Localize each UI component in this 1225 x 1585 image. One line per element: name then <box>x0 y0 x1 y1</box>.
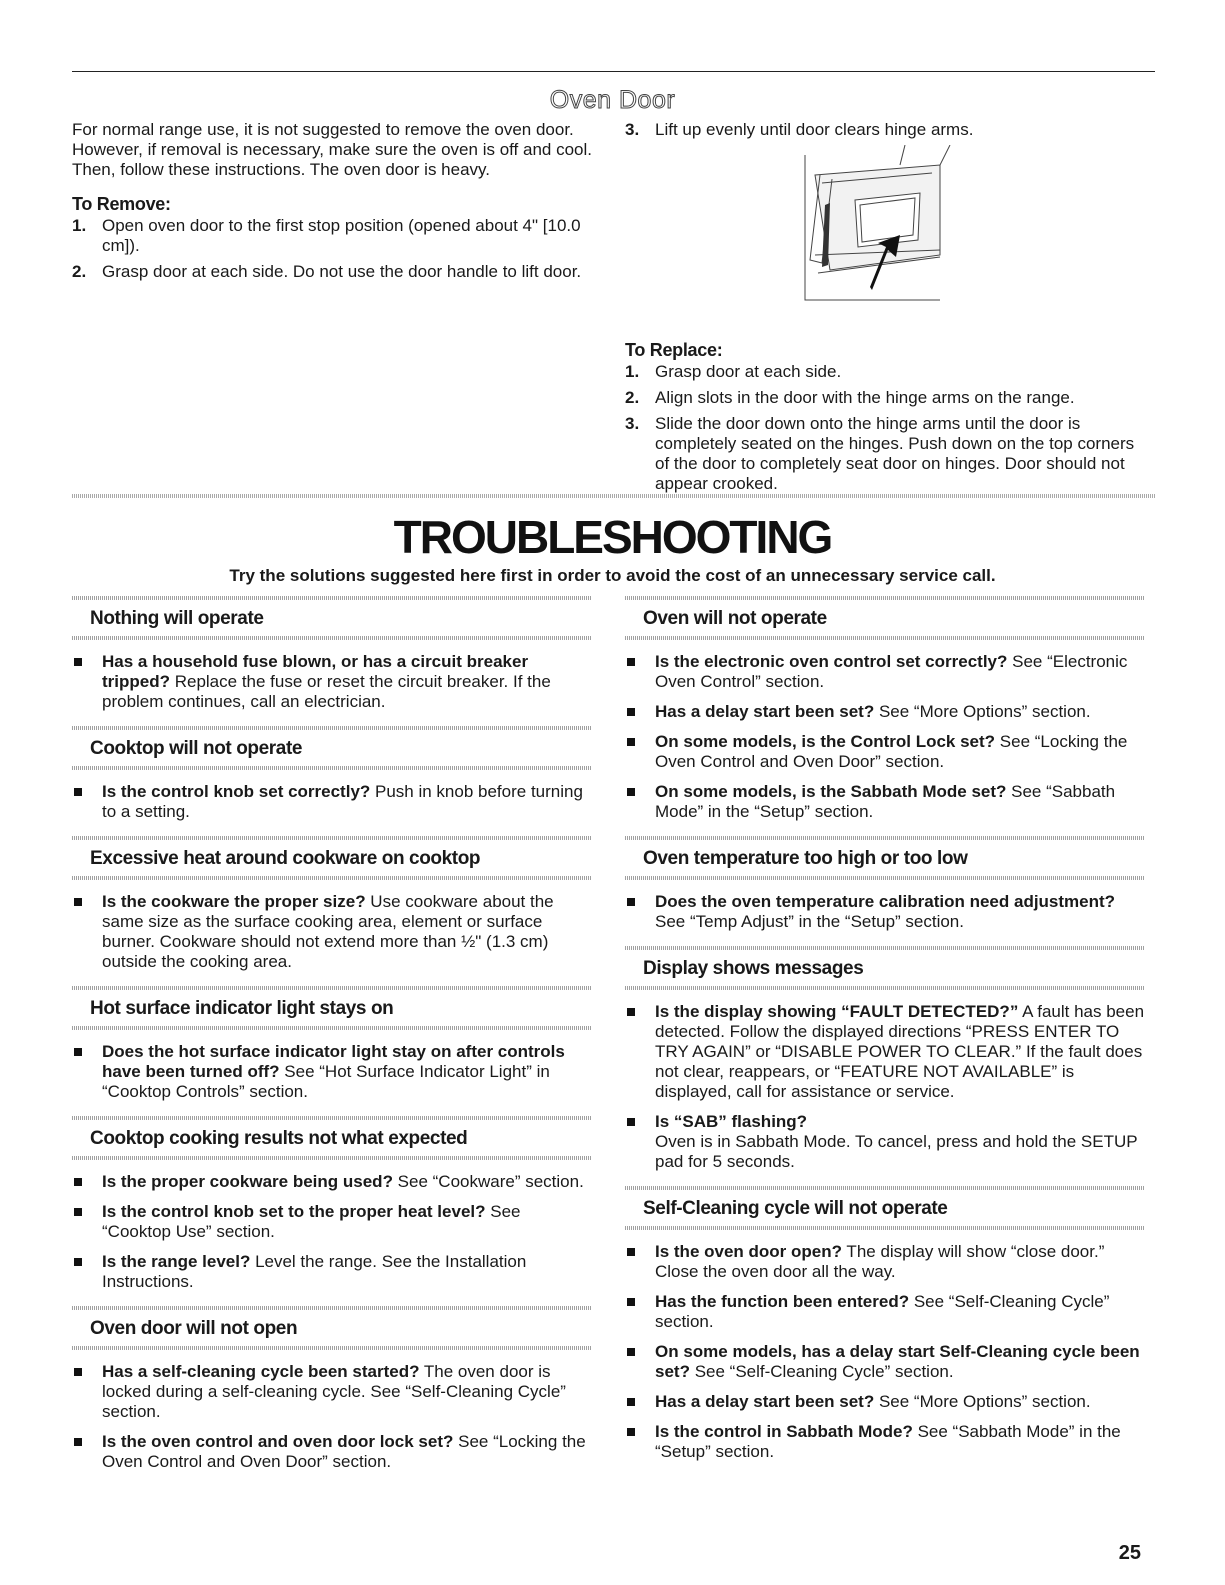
solution-question: Is the control knob set correctly? <box>102 782 371 801</box>
solution-question: Is the cookware the proper size? <box>102 892 366 911</box>
problem-heading: Oven door will not open <box>90 1318 298 1339</box>
problem-section <box>72 1116 592 1292</box>
problem-heading-bar <box>72 1306 592 1350</box>
solution-answer: See “Self-Cleaning Cycle” section. <box>689 1362 954 1381</box>
solution-answer: See “Locking the Oven Control and Oven Door” section. <box>655 732 1128 771</box>
solution-item <box>72 652 592 712</box>
solution-question: Is “SAB” flashing? <box>655 1112 808 1131</box>
dotted-rule <box>625 946 1145 950</box>
step-text: Grasp door at each side. Do not use the door handle to lift door. <box>102 262 582 281</box>
solution-answer: See “Self-Cleaning Cycle” section. <box>655 1292 1110 1331</box>
dotted-rule <box>72 636 592 640</box>
step-number: 3. <box>625 120 640 139</box>
step-item <box>625 388 1150 408</box>
solution-item <box>625 782 1145 822</box>
solution-question: Is the oven door open? <box>655 1242 843 1261</box>
solution-question: On some models, has a delay start Self-Cleaning cycle been set? <box>655 1342 1140 1381</box>
problem-heading-bar <box>72 986 592 1030</box>
problem-heading: Oven temperature too high or too low <box>643 848 968 869</box>
solution-question: Is the range level? <box>102 1252 251 1271</box>
problem-heading-bar <box>72 1116 592 1160</box>
step-number: 3. <box>625 414 640 433</box>
solution-item <box>625 892 1145 932</box>
dotted-rule <box>72 836 592 840</box>
problem-heading: Cooktop cooking results not what expected <box>90 1128 468 1149</box>
solution-item <box>625 1242 1145 1282</box>
solution-item <box>625 732 1145 772</box>
solution-question: Has the function been entered? <box>655 1292 910 1311</box>
solution-item <box>72 1432 592 1472</box>
solution-list <box>72 782 592 822</box>
page-number: 25 <box>1118 1542 1141 1564</box>
solution-question: Has a self-cleaning cycle been started? <box>102 1362 420 1381</box>
solution-answer: Push in knob before turning to a setting. <box>102 782 583 821</box>
lift-step <box>625 120 1150 140</box>
solution-question: On some models, is the Control Lock set? <box>655 732 996 751</box>
solution-answer: See “More Options” section. <box>874 1392 1091 1411</box>
to-replace-section <box>625 340 1150 500</box>
step-number: 1. <box>72 216 87 235</box>
solution-answer: Replace the fuse or reset the circuit breaker. If the problem continues, call an electrician. <box>102 672 551 711</box>
solution-item <box>625 1112 1145 1172</box>
remove-steps-list <box>72 216 597 282</box>
troubleshooting-subtitle: Try the solutions suggested here first in order to avoid the cost of an unnecessary service call. <box>229 566 996 585</box>
solution-question: Has a delay start been set? <box>655 702 875 721</box>
solution-answer: See “Temp Adjust” in the “Setup” section. <box>655 912 964 931</box>
solution-list <box>72 1362 592 1472</box>
dotted-rule <box>625 596 1145 600</box>
solution-item <box>72 1172 592 1192</box>
solution-item <box>625 1292 1145 1332</box>
problem-heading: Cooktop will not operate <box>90 738 303 759</box>
solution-item <box>72 1252 592 1292</box>
solution-answer: See “Locking the Oven Control and Oven Door” section. <box>102 1432 586 1471</box>
solution-item <box>625 702 1145 722</box>
door-removal-illustration <box>800 145 960 305</box>
oven-door-intro: For normal range use, it is not suggested to remove the oven door. However, if removal is necessary, make sure the oven is off and cool. Then, follow these instructions. The oven door is heavy. <box>72 120 593 179</box>
replace-steps-list <box>625 362 1150 494</box>
solution-answer: A fault has been detected. Follow the displayed directions “PRESS ENTER TO TRY AGAIN” or “DISABLE POWER TO CLEAR.” If the fault does not clear, reappears, or “FEATURE NOT AVAILABLE” is displayed, call for assistance or service. <box>655 1002 1145 1101</box>
solution-list <box>625 892 1145 932</box>
problem-section <box>625 946 1145 1172</box>
solution-answer: See “Hot Surface Indicator Light” in “Cooktop Controls” section. <box>102 1062 550 1101</box>
dotted-rule <box>72 1306 592 1310</box>
top-rule <box>72 71 1155 72</box>
solution-answer: The display will show “close door.” Close the oven door all the way. <box>655 1242 1105 1281</box>
solution-answer: Use cookware about the same size as the surface cooking area, element or surface burner. Cookware should not extend more than ½" (1.3 cm) outside the cooking area. <box>102 892 554 971</box>
solution-item <box>625 652 1145 692</box>
solution-item <box>625 1392 1145 1412</box>
step-item <box>625 362 1150 382</box>
solution-question: On some models, is the Sabbath Mode set? <box>655 782 1007 801</box>
dotted-rule <box>625 836 1145 840</box>
solution-answer: Level the range. See the Installation Instructions. <box>102 1252 527 1291</box>
dotted-rule <box>625 1226 1145 1230</box>
dotted-rule <box>72 1156 592 1160</box>
dotted-rule <box>72 1026 592 1030</box>
solution-answer: See “Sabbath Mode” in the “Setup” section. <box>655 782 1116 821</box>
dotted-rule <box>625 636 1145 640</box>
solution-list <box>625 652 1145 822</box>
dotted-rule <box>625 986 1145 990</box>
problem-heading-bar <box>625 1186 1145 1230</box>
problem-heading-bar <box>72 596 592 640</box>
solution-question: Does the oven temperature calibration need adjustment? <box>655 892 1116 911</box>
problem-section <box>72 596 592 712</box>
solution-item <box>72 782 592 822</box>
problem-section <box>625 596 1145 822</box>
problem-section <box>625 1186 1145 1462</box>
step-number: 2. <box>72 262 87 281</box>
problem-section <box>72 836 592 972</box>
solution-answer: See “Sabbath Mode” in the “Setup” section. <box>655 1422 1121 1461</box>
solution-list <box>72 1172 592 1292</box>
problem-section <box>72 726 592 822</box>
step-number: 1. <box>625 362 640 381</box>
problem-heading-bar <box>72 836 592 880</box>
solution-question: Is the proper cookware being used? <box>102 1172 393 1191</box>
problem-section <box>72 1306 592 1472</box>
solution-question: Has a household fuse blown, or has a circuit breaker tripped? <box>102 652 529 691</box>
problem-section <box>72 986 592 1102</box>
solution-answer: See “Electronic Oven Control” section. <box>655 652 1128 691</box>
dotted-rule <box>625 876 1145 880</box>
dotted-rule <box>72 596 592 600</box>
solution-item <box>72 892 592 972</box>
solution-question: Is the electronic oven control set correctly? <box>655 652 1008 671</box>
section-divider <box>72 494 1155 498</box>
step-item <box>72 262 597 282</box>
problem-section <box>625 836 1145 932</box>
troubleshooting-title: TROUBLESHOOTING <box>393 511 832 563</box>
solution-question: Is the control in Sabbath Mode? <box>655 1422 913 1441</box>
solution-item <box>72 1362 592 1422</box>
solution-answer: The oven door is locked during a self-cleaning cycle. See “Self-Cleaning Cycle” section. <box>102 1362 566 1421</box>
lift-step-list <box>625 120 1150 140</box>
step-text: Align slots in the door with the hinge arms on the range. <box>655 388 1075 407</box>
dotted-rule <box>625 1186 1145 1190</box>
solution-answer: Oven is in Sabbath Mode. To cancel, press and hold the SETUP pad for 5 seconds. <box>655 1132 1138 1171</box>
problem-heading-bar <box>625 596 1145 640</box>
problem-heading-bar <box>72 726 592 770</box>
solution-list <box>72 1042 592 1102</box>
step-number: 2. <box>625 388 640 407</box>
solution-list <box>625 1242 1145 1462</box>
dotted-rule <box>72 1346 592 1350</box>
solution-question: Has a delay start been set? <box>655 1392 875 1411</box>
oven-door-title: Oven Door <box>549 86 676 114</box>
dotted-rule <box>72 1116 592 1120</box>
step-text: Slide the door down onto the hinge arms until the door is completely seated on the hinges. Push down on the top corners of the door to completely seat door on hinges. Door should not appear crooked. <box>655 414 1135 493</box>
dotted-rule <box>72 986 592 990</box>
dotted-rule <box>72 726 592 730</box>
problem-heading-bar <box>625 836 1145 880</box>
to-remove-heading: To Remove: <box>72 194 171 214</box>
troubleshooting-left-column <box>72 596 592 1486</box>
troubleshooting-right-column <box>625 596 1145 1476</box>
solution-item <box>625 1422 1145 1462</box>
step-item <box>625 414 1150 494</box>
step-item <box>72 216 597 256</box>
solution-item <box>625 1342 1145 1382</box>
problem-heading: Nothing will operate <box>90 608 264 629</box>
step-text: Open oven door to the first stop position (opened about 4" [10.0 cm]). <box>102 216 581 255</box>
solution-question: Is the oven control and oven door lock set? <box>102 1432 454 1451</box>
problem-heading: Hot surface indicator light stays on <box>90 998 394 1019</box>
step-text: Lift up evenly until door clears hinge arms. <box>655 120 974 139</box>
to-replace-heading: To Replace: <box>625 340 723 360</box>
problem-heading: Self-Cleaning cycle will not operate <box>643 1198 948 1219</box>
solution-item <box>72 1042 592 1102</box>
solution-question: Is the display showing “FAULT DETECTED?” <box>655 1002 1019 1021</box>
dotted-rule <box>72 876 592 880</box>
oven-door-left-column <box>72 120 597 288</box>
solution-item <box>72 1202 592 1242</box>
solution-answer: See “Cookware” section. <box>392 1172 584 1191</box>
problem-heading: Excessive heat around cookware on cooktop <box>90 848 481 869</box>
problem-heading-bar <box>625 946 1145 990</box>
problem-heading: Oven will not operate <box>643 608 827 629</box>
problem-heading: Display shows messages <box>643 958 864 979</box>
solution-item <box>625 1002 1145 1102</box>
dotted-rule <box>72 766 592 770</box>
solution-list <box>625 1002 1145 1172</box>
solution-list <box>72 892 592 972</box>
solution-question: Is the control knob set to the proper heat level? <box>102 1202 486 1221</box>
step-text: Grasp door at each side. <box>655 362 842 381</box>
solution-list <box>72 652 592 712</box>
solution-answer: See “Cooktop Use” section. <box>102 1202 521 1241</box>
solution-answer: See “More Options” section. <box>874 702 1091 721</box>
oven-door-right-column <box>625 120 1150 146</box>
solution-question: Does the hot surface indicator light stay on after controls have been turned off? <box>102 1042 565 1081</box>
